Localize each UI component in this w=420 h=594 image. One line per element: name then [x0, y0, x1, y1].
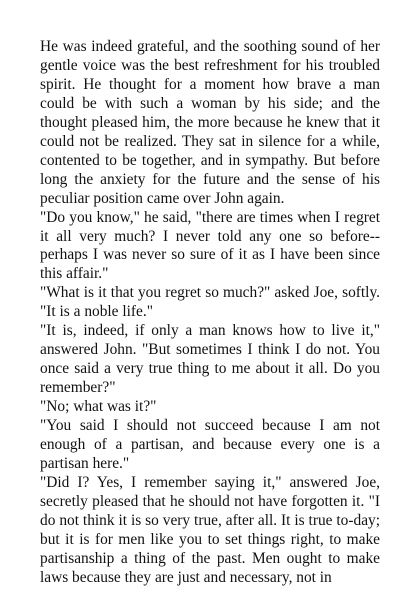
- paragraph-2: "Do you know," he said, "there are times when I regret it all very much? I never told any one so before--perhaps I was never so sure of it as I have been since this affair.": [40, 208, 380, 283]
- paragraph-6: "You said I should not succeed because I am not enough of a partisan, and because every one is a partisan here.": [40, 417, 380, 472]
- paragraph-4: "It is, indeed, if only a man knows how to live it," answered John. "But sometimes I think I do not. You once said a very true thing to me about it all. Do you remember?": [40, 322, 380, 397]
- paragraph-1: He was indeed grateful, and the soothing sound of her gentle voice was the best refreshment for his troubled spirit. He thought for a moment how brave a man could be with such a woman by his side; and the thought pleased him, the more because he knew that it could not be realized. They sat in silence for a while, contented to be together, and in sympathy. But before long the anxiety for the future and the sense of his peculiar position came over John again.: [40, 38, 380, 207]
- paragraph-5: "No; what was it?": [40, 398, 157, 416]
- book-page-text: [40, 38, 380, 588]
- paragraph-7: "Did I? Yes, I remember saying it," answered Joe, secretly pleased that he should not have forgotten it. "I do not think it is so very true, after all. It is true to-day; but it is for men like you to set things right, to make partisanship a thing of the past. Men ought to make laws because they are just and necessary, not in: [40, 473, 380, 586]
- paragraph-3: "What is it that you regret so much?" asked Joe, softly. "It is a noble life.": [40, 284, 380, 321]
